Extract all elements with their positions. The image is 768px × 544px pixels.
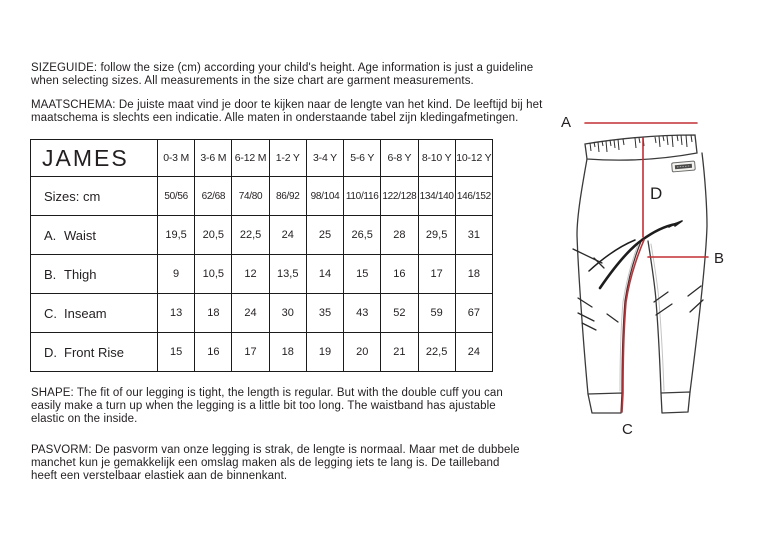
age-column-header: 6-8 Y <box>381 140 418 177</box>
size-value-cell: 13,5 <box>269 255 306 294</box>
size-value-cell: 28 <box>381 216 418 255</box>
measurement-label-cell <box>31 177 158 216</box>
age-column-header: 5-6 Y <box>344 140 381 177</box>
sizeguide-line: when selecting sizes. All measurements in the size chart are garment measurements. <box>31 75 474 88</box>
product-name: JAMES <box>31 140 158 177</box>
age-column-header: 8-10 Y <box>418 140 455 177</box>
size-value-cell: 18 <box>455 255 492 294</box>
size-table-header-row <box>31 140 493 177</box>
size-value-cell: 12 <box>232 255 269 294</box>
maatschema-paragraph <box>31 99 542 125</box>
size-value-cell: 62/68 <box>195 177 232 216</box>
pasvorm-paragraph <box>31 444 520 484</box>
age-column-header: 3-6 M <box>195 140 232 177</box>
table-row <box>31 177 493 216</box>
measurement-label-cell <box>31 294 158 333</box>
size-value-cell: 24 <box>455 333 492 372</box>
measurement-letter: A. <box>44 227 57 243</box>
size-value-cell: 18 <box>195 294 232 333</box>
thigh-label: B <box>714 250 725 267</box>
measurement-name: Front Rise <box>64 344 124 360</box>
size-table-body <box>31 177 493 372</box>
table-row <box>31 255 493 294</box>
measurement-name: Sizes: cm <box>44 188 101 204</box>
size-value-cell: 20 <box>344 333 381 372</box>
waistband <box>585 135 697 160</box>
size-value-cell: 52 <box>381 294 418 333</box>
size-value-cell: 20,5 <box>195 216 232 255</box>
measurement-label-cell <box>31 255 158 294</box>
front-rise-label: D <box>650 184 663 203</box>
size-value-cell: 17 <box>232 333 269 372</box>
shape-paragraph <box>31 387 503 427</box>
size-value-cell: 146/152 <box>455 177 492 216</box>
size-value-cell: 31 <box>455 216 492 255</box>
pasvorm-line: heeft een verstelbaar elastiek aan de binnenkant. <box>31 470 288 483</box>
size-value-cell: 14 <box>306 255 343 294</box>
size-value-cell: 24 <box>269 216 306 255</box>
pants-outline-drawing <box>577 153 707 413</box>
age-column-header: 10-12 Y <box>455 140 492 177</box>
measurement-name: Waist <box>64 227 97 243</box>
age-column-header: 6-12 M <box>232 140 269 177</box>
size-value-cell: 29,5 <box>418 216 455 255</box>
size-value-cell: 110/116 <box>344 177 381 216</box>
shape-line: easily make a turn up when the legging is a little bit too long. The waistband has ajustable <box>31 400 496 413</box>
size-value-cell: 16 <box>195 333 232 372</box>
right-cuff <box>661 392 690 413</box>
size-table <box>30 139 493 372</box>
pasvorm-line: PASVORM: De pasvorm van onze legging is strak, de lengte is normaal. Maar met de dubbele <box>31 444 520 456</box>
left-cuff <box>588 393 622 413</box>
size-value-cell: 35 <box>306 294 343 333</box>
size-value-cell: 22,5 <box>232 216 269 255</box>
size-value-cell: 21 <box>381 333 418 372</box>
size-value-cell: 50/56 <box>158 177 195 216</box>
shape-line: SHAPE: The fit of our legging is tight, the length is regular. But with the double cuff you can <box>31 387 503 399</box>
maatschema-line: MAATSCHEMA: De juiste maat vind je door te kijken naar de lengte van het kind. De leeftijd bij het <box>31 99 543 111</box>
maatschema-line: maatschema is slechts een indicatie. Alle maten in onderstaande tabel zijn kledingafmetingen. <box>31 112 519 125</box>
brand-tag <box>672 161 696 172</box>
age-column-header: 3-4 Y <box>306 140 343 177</box>
size-value-cell: 24 <box>232 294 269 333</box>
size-value-cell: 86/92 <box>269 177 306 216</box>
table-row <box>31 294 493 333</box>
pasvorm-line: manchet kun je gemakkelijk een omslag maken als de legging iets te lang is. De tailleband <box>31 457 500 470</box>
size-value-cell: 17 <box>418 255 455 294</box>
size-value-cell: 19 <box>306 333 343 372</box>
size-value-cell: 9 <box>158 255 195 294</box>
table-row <box>31 333 493 372</box>
size-value-cell: 18 <box>269 333 306 372</box>
size-value-cell: 22,5 <box>418 333 455 372</box>
size-value-cell: 59 <box>418 294 455 333</box>
size-value-cell: 74/80 <box>232 177 269 216</box>
size-value-cell: 43 <box>344 294 381 333</box>
measurement-name: Thigh <box>64 266 97 282</box>
size-value-cell: 134/140 <box>418 177 455 216</box>
size-value-cell: 98/104 <box>306 177 343 216</box>
measurement-label-cell <box>31 216 158 255</box>
size-value-cell: 25 <box>306 216 343 255</box>
sizeguide-line: SIZEGUIDE: follow the size (cm) according your child's height. Age information is just a guideline <box>31 62 534 74</box>
measurement-name: Inseam <box>64 305 107 321</box>
size-value-cell: 122/128 <box>381 177 418 216</box>
measurement-letter: B. <box>44 266 57 282</box>
age-column-header: 1-2 Y <box>269 140 306 177</box>
size-value-cell: 13 <box>158 294 195 333</box>
size-value-cell: 30 <box>269 294 306 333</box>
waist-label: A <box>561 114 572 131</box>
legging-diagram <box>538 95 768 445</box>
measurement-letter: C. <box>44 305 57 321</box>
measurement-label-cell <box>31 333 158 372</box>
size-value-cell: 67 <box>455 294 492 333</box>
shape-line: elastic on the inside. <box>31 413 138 426</box>
age-column-header: 0-3 M <box>158 140 195 177</box>
size-value-cell: 19,5 <box>158 216 195 255</box>
size-value-cell: 15 <box>158 333 195 372</box>
measurement-letter: D. <box>44 344 57 360</box>
size-value-cell: 16 <box>381 255 418 294</box>
size-value-cell: 26,5 <box>344 216 381 255</box>
sizeguide-paragraph <box>31 62 533 88</box>
inseam-label: C <box>622 421 633 438</box>
size-value-cell: 10,5 <box>195 255 232 294</box>
fabric-wrinkles <box>573 249 703 330</box>
size-value-cell: 15 <box>344 255 381 294</box>
table-row <box>31 216 493 255</box>
